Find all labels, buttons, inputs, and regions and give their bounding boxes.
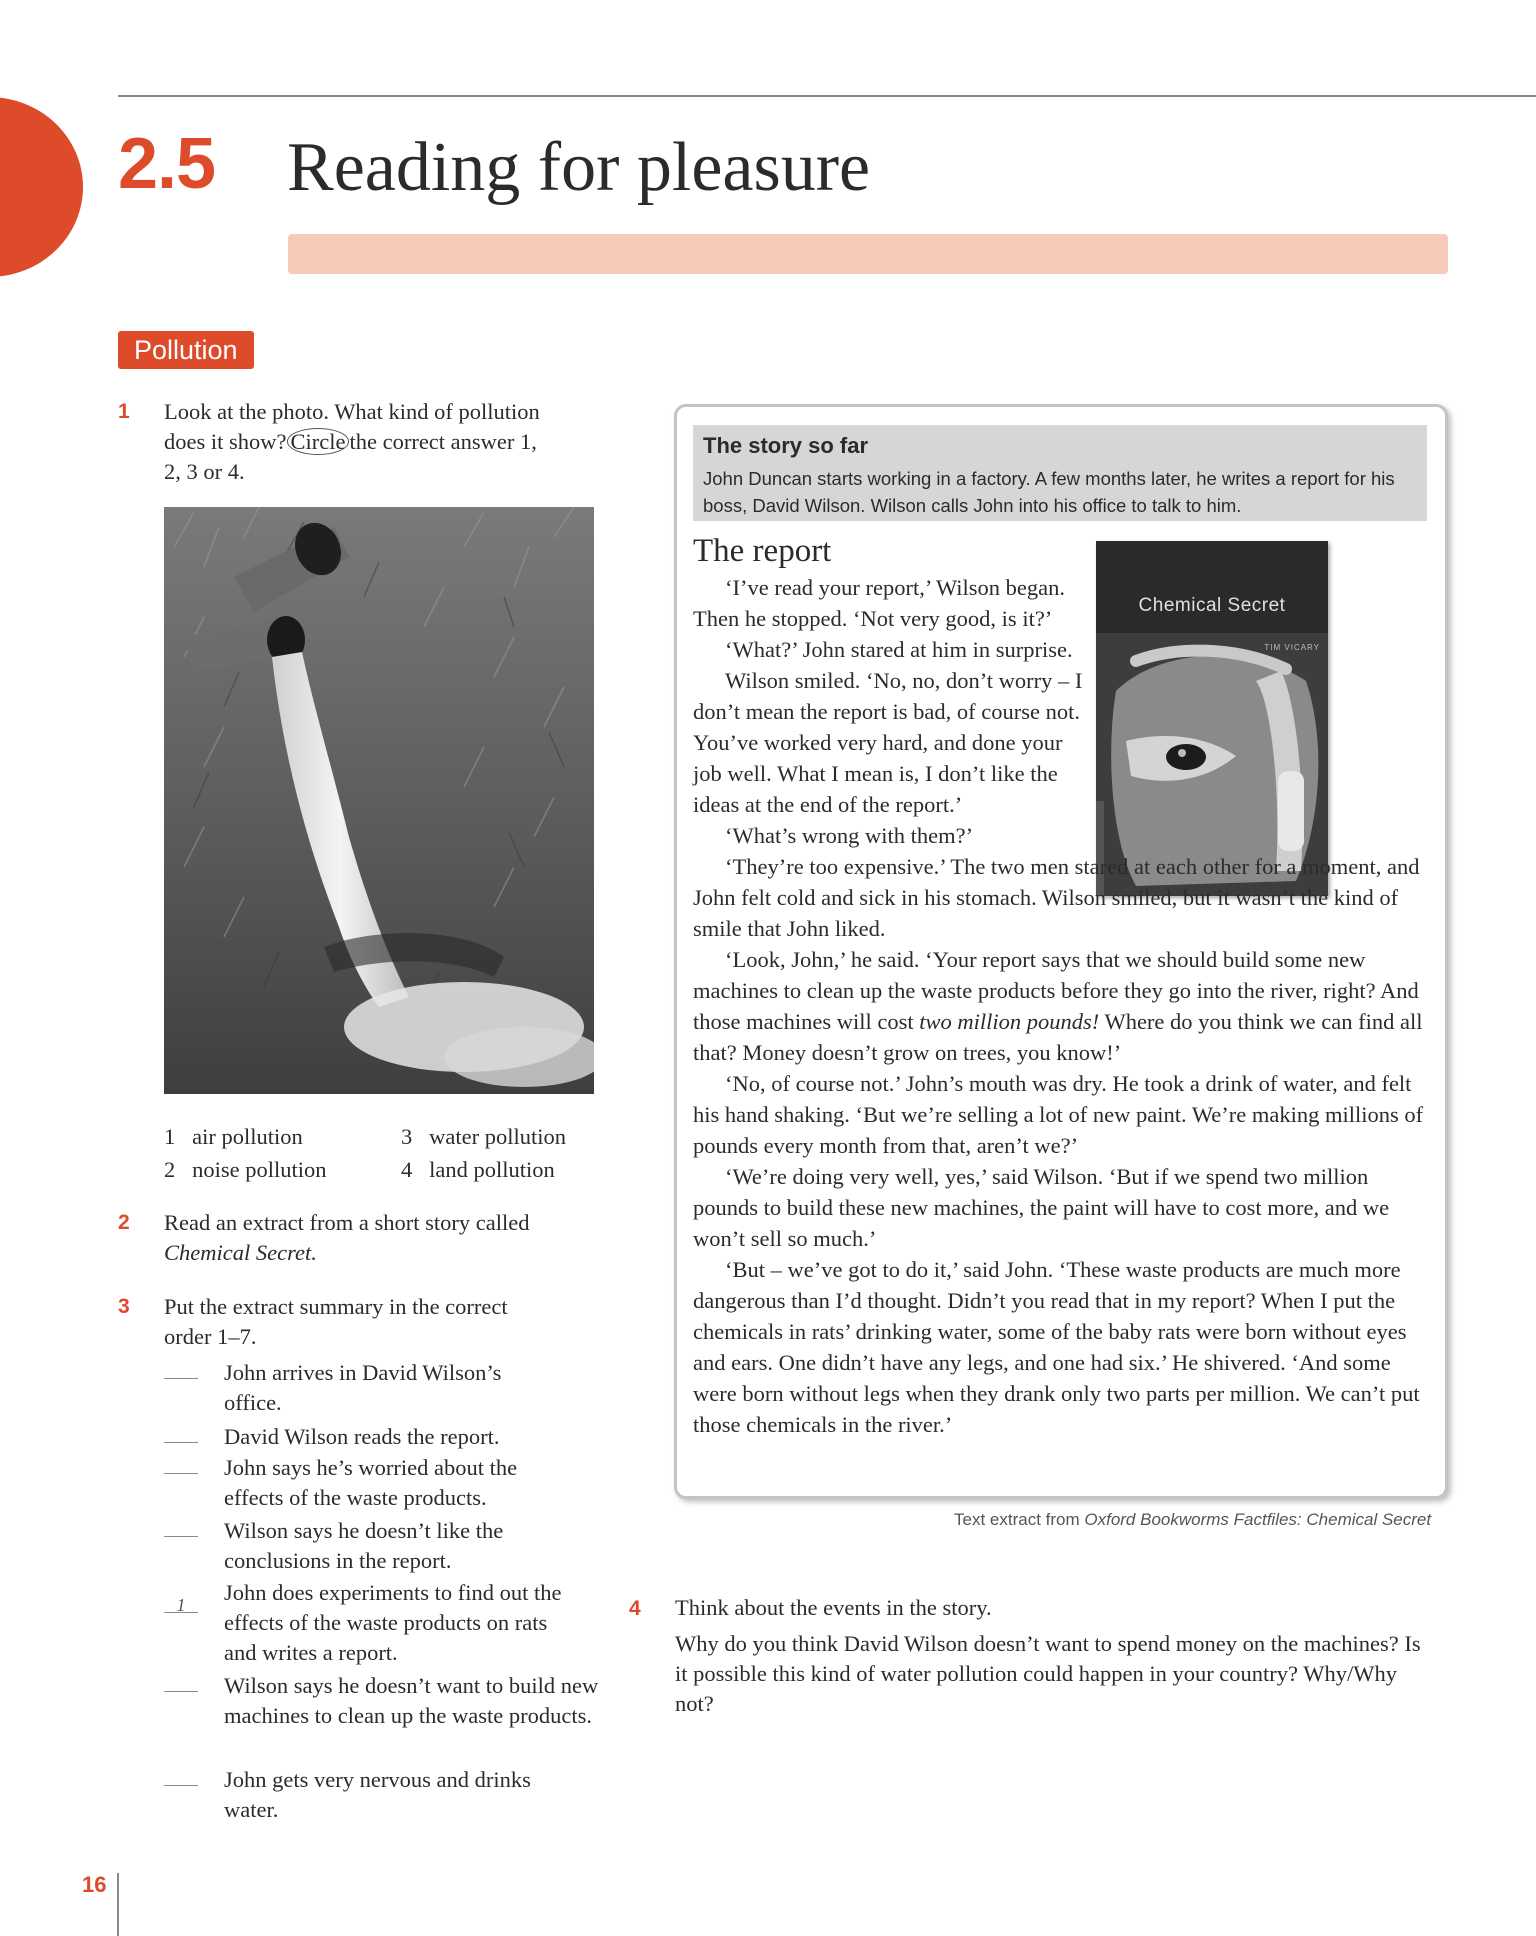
- question-1-fragment: the correct answer 1,: [349, 429, 537, 454]
- order-item-text: Wilson says he doesn’t like the conclusions in the report.: [224, 1518, 504, 1573]
- question-1-text: [164, 397, 604, 487]
- story-paragraph: ‘No, of course not.’ John’s mouth was dry. He took a drink of water, and felt his hand shaking. ‘But we’re selling a lot of new paint. We’re making millions of pounds every month from that, aren’t we?’: [693, 1071, 1424, 1158]
- question-3-line: order 1–7.: [164, 1324, 257, 1349]
- answer-blank[interactable]: 1: [164, 1598, 198, 1613]
- pipe-waterfall-image: [164, 507, 594, 1094]
- story-emphasis: two million pounds!: [919, 1009, 1100, 1034]
- story-text: [693, 572, 1433, 1440]
- credit-prefix: Text extract from: [954, 1510, 1085, 1529]
- order-item-text: John does experiments to find out the effects of the waste products on rats and writes a report.: [224, 1580, 562, 1665]
- story-paragraph: [693, 944, 1433, 1068]
- book-cover-title: Chemical Secret: [1138, 595, 1286, 616]
- story-summary-text: John Duncan starts working in a factory. A few months later, he writes a report for his boss, David Wilson. Wilson calls John into his office to talk to him.: [703, 468, 1395, 516]
- answer-blank[interactable]: [164, 1442, 198, 1443]
- section-tag: Pollution: [118, 331, 254, 369]
- order-item: [164, 1453, 604, 1513]
- question-4-line: Why do you think David Wilson doesn’t want to spend money on the machines? Is it possible this kind of water pollution could happen in your country? Why/Why not?: [675, 1631, 1421, 1716]
- order-item-text: Wilson says he doesn’t want to build new machines to clean up the waste products.: [224, 1673, 599, 1728]
- credit-source: Oxford Bookworms Factfiles: Chemical Secret: [1084, 1510, 1432, 1529]
- answer-blank[interactable]: [164, 1536, 198, 1537]
- question-1-fragment: does it show?: [164, 429, 287, 454]
- story-summary-panel: [693, 425, 1427, 521]
- question-number-4: 4: [629, 1597, 641, 1620]
- question-4-line: Think about the events in the story.: [675, 1595, 992, 1620]
- story-paragraph: ‘What?’ John stared at him in surprise.: [725, 637, 1073, 662]
- title-bar: [288, 234, 1448, 274]
- option-number: 3: [401, 1124, 413, 1149]
- option-number: 1: [164, 1124, 176, 1149]
- question-number-3: 3: [118, 1295, 130, 1318]
- option-label: water pollution: [429, 1124, 566, 1149]
- question-number-2: 2: [118, 1211, 130, 1234]
- page-number: 16: [82, 1872, 107, 1897]
- question-4-text: [675, 1593, 1435, 1719]
- option-1[interactable]: [164, 1120, 303, 1153]
- book-cover-author: TIM VICARY: [1264, 643, 1320, 652]
- circled-word: Circle: [287, 428, 350, 455]
- answer-blank[interactable]: [164, 1691, 198, 1692]
- pollution-photo: [164, 507, 594, 1094]
- question-1-line: 2, 3 or 4.: [164, 459, 245, 484]
- top-rule: [118, 95, 1536, 97]
- question-1-line: [164, 427, 604, 457]
- option-3[interactable]: [401, 1120, 566, 1153]
- option-4[interactable]: [401, 1153, 555, 1186]
- text-credit: [954, 1510, 1431, 1530]
- order-item: [164, 1578, 604, 1668]
- report-title: The report: [693, 533, 832, 569]
- story-text-run: Where do you think we can find all that? Money doesn’t grow on trees, you know!’: [693, 1009, 1423, 1065]
- story-paragraph: Wilson smiled. ‘No, no, don’t worry – I don’t mean the report is bad, of course not. You’ve worked very hard, and done your job well. What I mean is, I don’t like the ideas at the end of the report.’: [693, 668, 1083, 817]
- page-title: Reading for pleasure: [287, 129, 871, 206]
- answer-blank[interactable]: [164, 1378, 198, 1379]
- story-paragraph: ‘We’re doing very well, yes,’ said Wilson. ‘But if we spend two million pounds to build these new machines, the paint will have to cost more, and we won’t sell so much.’: [693, 1164, 1390, 1251]
- option-label: land pollution: [429, 1157, 555, 1182]
- option-number: 2: [164, 1157, 176, 1182]
- order-item-text: John arrives in David Wilson’s office.: [224, 1360, 502, 1415]
- question-2-text: [164, 1208, 604, 1268]
- order-item: [164, 1358, 604, 1418]
- story-paragraph: ‘But – we’ve got to do it,’ said John. ‘These waste products are much more dangerous than I’d thought. Didn’t you read that in my report? When I put the chemicals in rats’ drinking water, some of the baby rats were born without eyes and ears. One didn’t have any legs, and one had six.’ He shivered. ‘And some were born without legs when they drank only two parts per million. We can’t put those chemicals in the river.’: [693, 1257, 1420, 1437]
- order-item-text: John says he’s worried about the effects of the waste products.: [224, 1455, 518, 1510]
- story-title-italic: Chemical Secret.: [164, 1240, 317, 1265]
- section-marker-disc: [0, 97, 83, 277]
- story-summary-heading: The story so far: [703, 433, 869, 458]
- order-item: [164, 1516, 604, 1576]
- option-number: 4: [401, 1157, 413, 1182]
- story-extract-box: [674, 404, 1448, 1499]
- option-label: air pollution: [192, 1124, 303, 1149]
- question-3-line: Put the extract summary in the correct: [164, 1294, 508, 1319]
- order-item: [164, 1671, 604, 1731]
- section-number: 2.5: [118, 124, 216, 204]
- question-2-line: Read an extract from a short story called: [164, 1210, 530, 1235]
- question-1-line: Look at the photo. What kind of pollution: [164, 399, 540, 424]
- order-item-text: John gets very nervous and drinks water.: [224, 1767, 531, 1822]
- story-paragraph: ‘I’ve read your report,’ Wilson began. Then he stopped. ‘Not very good, is it?’: [693, 575, 1066, 631]
- order-item: [164, 1422, 604, 1452]
- answer-blank[interactable]: [164, 1473, 198, 1474]
- question-number-1: 1: [118, 400, 130, 423]
- answer-blank[interactable]: [164, 1785, 198, 1786]
- question-3-text: [164, 1292, 604, 1352]
- story-paragraph: ‘What’s wrong with them?’: [725, 823, 974, 848]
- order-item-text: David Wilson reads the report.: [224, 1424, 500, 1449]
- order-item: [164, 1765, 604, 1825]
- option-label: noise pollution: [192, 1157, 327, 1182]
- page-number-rule: [117, 1873, 119, 1936]
- option-2[interactable]: [164, 1153, 327, 1186]
- story-paragraph: ‘They’re too expensive.’ The two men stared at each other for a moment, and John felt cold and sick in his stomach. Wilson smiled, but it wasn’t the kind of smile that John liked.: [693, 854, 1420, 941]
- story-text-run: ‘Look, John,’ he said. ‘Your report says that we should build some new machines to clean up the waste products before they go into the river, right? And those machines will cost: [693, 947, 1419, 1034]
